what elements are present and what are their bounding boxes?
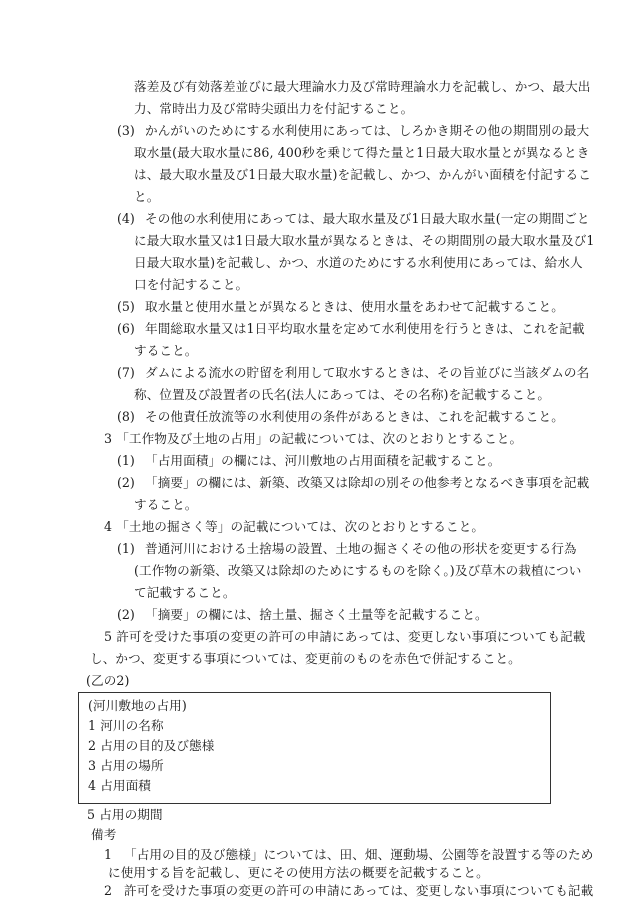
item-line: に最大取水量又は1日最大取水量が異なるときは、その期間別の最大取水量及び1 (134, 233, 595, 248)
item-line: その他責任放流等の水利使用の条件があるときは、これを記載すること。 (145, 409, 564, 424)
item-number: (4) (117, 211, 135, 226)
item-line: 「占用の目的及び態様」については、田、畑、運動場、公園等を設置する等のため (124, 847, 594, 862)
item-line: 取水量(最大取水量に86, 400秒を乗じて得た量と1日最大取水量とが異なるとき (134, 145, 590, 160)
continuation-line: 力、常時出力及び常時尖頭出力を付記すること。 (134, 101, 414, 116)
item-line: 日最大取水量)を記載し、かつ、水道のためにする水利使用にあっては、給水人 (134, 255, 583, 270)
form-label: (乙の2) (86, 673, 130, 688)
item-number: (5) (117, 299, 135, 314)
form-box-title: (河川敷地の占用) (88, 698, 187, 713)
item-number: (6) (117, 321, 135, 336)
item-line: 取水量と使用水量とが異なるときは、使用水量をあわせて記載すること。 (145, 299, 564, 314)
item-line: 普通河川における土捨場の設置、土地の掘さくその他の形状を変更する行為 (145, 541, 577, 556)
item-number: (1) (117, 453, 135, 468)
item-number: (8) (117, 409, 135, 424)
item-line: 「摘要」の欄には、新築、改築又は除却の別その他参考となるべき事項を記載 (145, 475, 590, 490)
item-line: すること。 (134, 497, 198, 512)
item-number: (3) (117, 123, 135, 138)
item-line: 年間総取水量又は1日平均取水量を定めて水利使用を行うときは、これを記載 (145, 321, 585, 336)
section-line: し、かつ、変更する事項については、変更前のものを赤色で併記すること。 (90, 651, 521, 666)
item-line: 口を付記すること。 (134, 277, 249, 292)
item-line: (工作物の新築、改築又は除却のためにするものを除く。)及び草木の栽植につい (134, 563, 582, 578)
item-line: は、最大取水量及び1日最大取水量)を記載し、かつ、かんがい面積を付記するこ (134, 167, 591, 182)
form-field: 4 占用面積 (88, 778, 151, 793)
item-line: 許可を受けた事項の変更の許可の申請にあっては、変更しない事項についても記載 (124, 883, 594, 898)
section-line: 5 許可を受けた事項の変更の許可の申請にあっては、変更しない事項についても記載 (104, 629, 586, 644)
item-line: に使用する旨を記載し、更にその使用方法の概要を記載すること。 (108, 865, 489, 880)
form-field: 5 占用の期間 (87, 807, 163, 822)
item-line: 「摘要」の欄には、捨土量、掘さく土量等を記載すること。 (145, 607, 488, 622)
item-line: その他の水利使用にあっては、最大取水量及び1日最大取水量(一定の期間ごと (145, 211, 590, 226)
item-number: (7) (117, 365, 135, 380)
item-line: ダムによる流水の貯留を利用して取水するときは、その旨並びに当該ダムの名 (145, 365, 590, 380)
form-field: 1 河川の名称 (88, 718, 164, 733)
item-number: 2 (104, 883, 113, 898)
item-number: 1 (104, 847, 113, 862)
item-line: 「占用面積」の欄には、河川敷地の占用面積を記載すること。 (145, 453, 501, 468)
item-number: (2) (117, 475, 135, 490)
item-line: と。 (134, 189, 160, 204)
item-line: 称、位置及び設置者の氏名(法人にあっては、その名称)を記載すること。 (134, 387, 551, 402)
form-box (78, 692, 551, 804)
form-field: 2 占用の目的及び態様 (88, 738, 215, 753)
item-line: かんがいのためにする水利使用にあっては、しろかき期その他の期間別の最大 (145, 123, 590, 138)
remarks-heading: 備考 (91, 827, 117, 842)
section-heading: 3 「工作物及び土地の占用」の記載については、次のとおりとすること。 (104, 431, 523, 446)
item-line: て記載すること。 (134, 585, 236, 600)
item-line: すること。 (134, 343, 198, 358)
item-number: (2) (117, 607, 135, 622)
form-field: 3 占用の場所 (88, 758, 164, 773)
item-number: (1) (117, 541, 135, 556)
section-heading: 4 「土地の掘さく等」の記載については、次のとおりとすること。 (104, 519, 485, 534)
continuation-line: 落差及び有効落差並びに最大理論水力及び常時理論水力を記載し、かつ、最大出 (134, 79, 591, 94)
